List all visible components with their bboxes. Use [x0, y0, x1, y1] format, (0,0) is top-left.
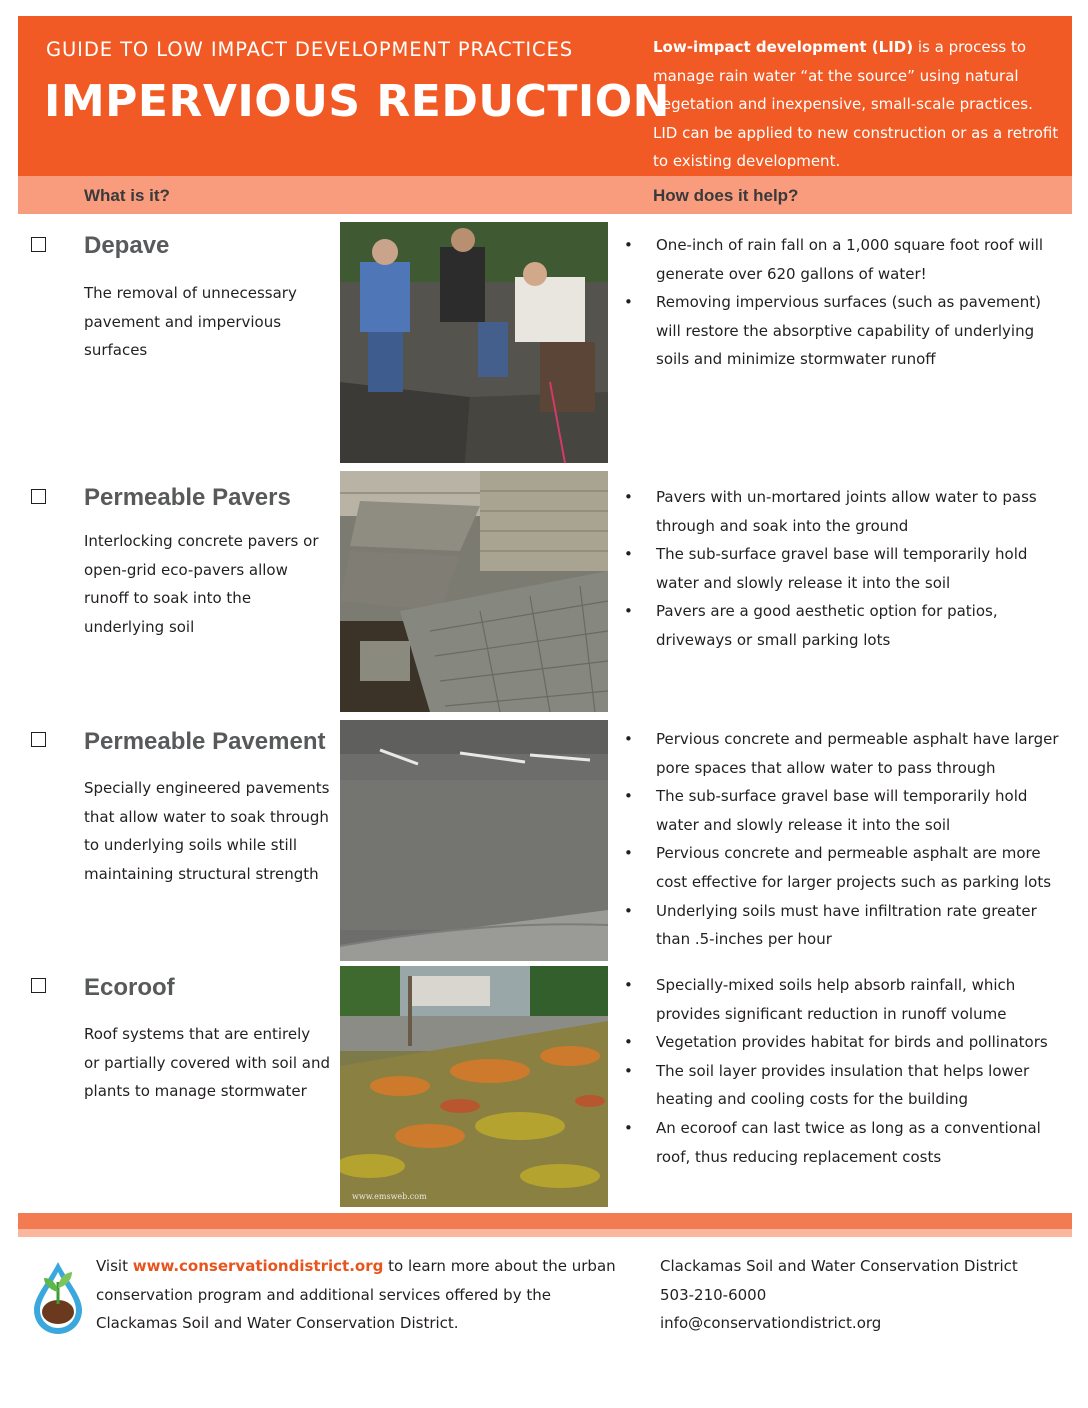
benefit-list	[620, 725, 1070, 954]
benefit-item: • An ecoroof can last twice as long as a conventional roof, thus reducing replacement costs	[620, 1114, 1070, 1171]
page-title: IMPERVIOUS REDUCTION	[44, 76, 670, 127]
footer-divider	[18, 1213, 1072, 1229]
column-header-what: What is it?	[84, 186, 170, 205]
pavement-photo	[340, 720, 608, 961]
district-logo-icon	[30, 1256, 86, 1336]
benefit-item: • Underlying soils must have infiltration rate greater than .5-inches per hour	[620, 897, 1070, 954]
benefit-item: • The soil layer provides insulation that helps lower heating and cooling costs for the building	[620, 1057, 1070, 1114]
footer-visit: Visit	[96, 1257, 133, 1275]
org-name: Clackamas Soil and Water Conservation District	[660, 1257, 1018, 1275]
practice-description: The removal of unnecessary pavement and impervious surfaces	[84, 284, 297, 359]
benefit-item: • Vegetation provides habitat for birds and pollinators	[620, 1028, 1070, 1057]
benefit-item: • Specially-mixed soils help absorb rainfall, which provides significant reduction in runoff volume	[620, 971, 1070, 1028]
practice-title: Ecoroof	[84, 974, 175, 1001]
checkbox-ecoroof[interactable]	[31, 978, 46, 993]
contact-block	[660, 1252, 1060, 1338]
practice-description: Specially engineered pavements that allow water to soak through to underlying soils while still maintaining structural strength	[84, 779, 330, 883]
footer-divider-light	[18, 1229, 1072, 1237]
benefit-list	[620, 231, 1070, 374]
practice-description: Roof systems that are entirely or partially covered with soil and plants to manage stormwater	[84, 1025, 331, 1100]
footer-rest: to learn more about the urban conservation program and additional services offered by the Clackamas Soil and Water Conservation District.	[96, 1257, 616, 1333]
column-header-how: How does it help?	[653, 186, 799, 205]
practice-title: Depave	[84, 232, 170, 259]
benefit-item: • The sub-surface gravel base will temporarily hold water and slowly release it into the soil	[620, 540, 1070, 597]
website-link[interactable]: www.conservationdistrict.org	[132, 1257, 384, 1275]
email-address[interactable]: info@conservationdistrict.org	[660, 1314, 882, 1333]
lid-intro-text: is a process to manage rain water “at the source” using natural vegetation and inexpensive, small-scale practices. LID can be applied to new construction or as a retrofit to existing development.	[653, 38, 1059, 170]
benefit-list	[620, 971, 1070, 1171]
benefit-item: • One-inch of rain fall on a 1,000 square foot roof will generate over 620 gallons of water!	[620, 231, 1070, 288]
checkbox-pavers[interactable]	[31, 489, 46, 504]
photo-credit: www.emsweb.com	[352, 1192, 427, 1201]
benefit-item: • Pavers are a good aesthetic option for patios, driveways or small parking lots	[620, 597, 1070, 654]
benefit-item: • Pervious concrete and permeable asphalt are more cost effective for larger projects such as parking lots	[620, 839, 1070, 896]
pavers-photo	[340, 471, 608, 712]
benefit-item: • Pervious concrete and permeable asphalt have larger pore spaces that allow water to pass through	[620, 725, 1070, 782]
benefit-item: • The sub-surface gravel base will temporarily hold water and slowly release it into the soil	[620, 782, 1070, 839]
header-banner	[18, 16, 1072, 176]
practice-title: Permeable Pavers	[84, 484, 291, 511]
checkbox-pavement[interactable]	[31, 732, 46, 747]
practice-description: Interlocking concrete pavers or open-grid eco-pavers allow runoff to soak into the underlying soil	[84, 532, 319, 636]
depave-photo	[340, 222, 608, 463]
guide-subtitle: GUIDE TO LOW IMPACT DEVELOPMENT PRACTICES	[46, 38, 574, 61]
benefit-list	[620, 483, 1070, 655]
practice-title: Permeable Pavement	[84, 728, 326, 755]
checkbox-depave[interactable]	[31, 237, 46, 252]
lid-intro	[653, 33, 1061, 176]
ecoroof-photo	[340, 966, 608, 1207]
column-header-bar	[18, 176, 1072, 214]
lid-intro-bold: Low-impact development (LID)	[653, 38, 914, 56]
benefit-item: • Removing impervious surfaces (such as pavement) will restore the absorptive capability of underlying soils and minimize stormwater runoff	[620, 288, 1070, 374]
benefit-item: • Pavers with un-mortared joints allow water to pass through and soak into the ground	[620, 483, 1070, 540]
footer-visit-text	[96, 1252, 616, 1338]
phone-number: 503-210-6000	[660, 1285, 767, 1304]
